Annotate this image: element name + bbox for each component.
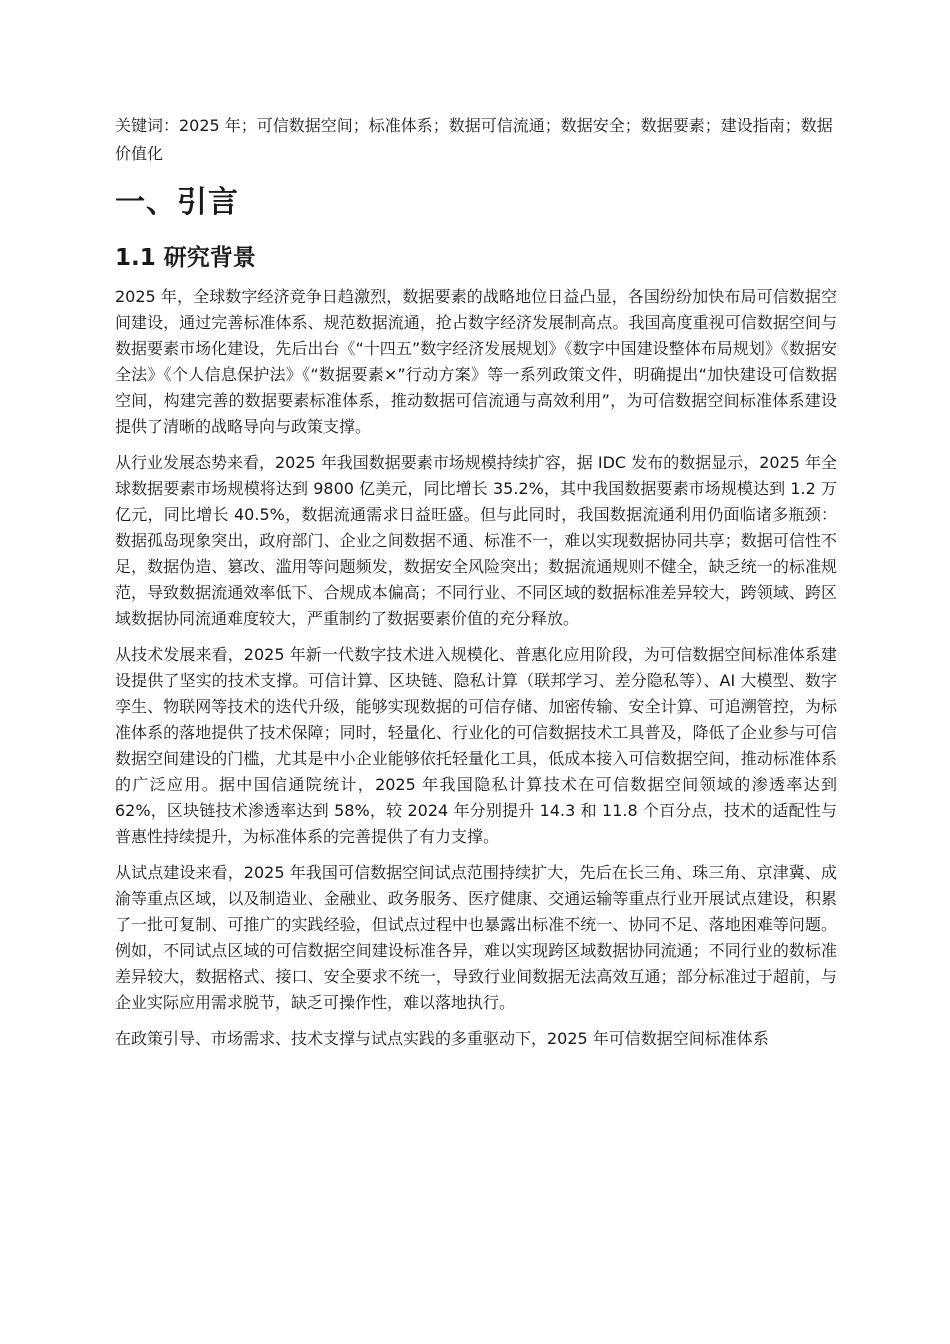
paragraph-policy-background: 2025 年，全球数字经济竞争日趋激烈，数据要素的战略地位日益凸显，各国纷纷加快布局可信数据空间建设，通过完善标准体系、规范数据流通，抢占数字经济发展制高点。我国高度重视可信数据空间与数据要素市场化建设，先后出台《“十四五”数字经济发展规划》《数字中国建设整体布局规划》《数据安全法》《个人信息保护法》《“数据要素×”行动方案》等一系列政策文件，明确提出“加快建设可信数据空间，构建完善的数据要素标准体系，推动数据可信流通与高效利用”，为可信数据空间标准体系建设提供了清晰的战略导向与政策支撑。 (115, 287, 837, 436)
paragraph-pilot-construction: 从试点建设来看，2025 年我国可信数据空间试点范围持续扩大，先后在长三角、珠三角、京津冀、成渝等重点区域，以及制造业、金融业、政务服务、医疗健康、交通运输等重点行业开展试点建设，积累了一批可复制、可推广的实践经验，但试点过程中也暴露出标准不统一、协同不足、落地困难等问题。例如，不同试点区域的可信数据空间建设标准各异，难以实现跨区域数据协同流通；不同行业的数标准差异较大，数据格式、接口、安全要求不统一，导致行业间数据无法高效互通；部分标准过于超前，与企业实际应用需求脱节，缺乏可操作性，难以落地执行。 (115, 863, 837, 1012)
document-page (115, 112, 837, 1062)
paragraph-technology: 从技术发展来看，2025 年新一代数字技术进入规模化、普惠化应用阶段，为可信数据空间标准体系建设提供了坚实的技术支撑。可信计算、区块链、隐私计算（联邦学习、差分隐私等）、AI 大模型、数字孪生、物联网等技术的迭代升级，能够实现数据的可信存储、加密传输、安全计算、可追溯管控，为标准体系的落地提供了技术保障；同时，轻量化、行业化的可信数据技术工具普及，降低了企业参与可信数据空间建设的门槛，尤其是中小企业能够依托轻量化工具，低成本接入可信数据空间，推动标准体系的广泛应用。据中国信通院统计，2025 年我国隐私计算技术在可信数据空间领域的渗透率达到 62%，区块链技术渗透率达到 58%，较 2024 年分别提升 14.3 和 11.8 个百分点，技术的适配性与普惠性持续提升，为标准体系的完善提供了有力支撑。 (115, 645, 837, 846)
paragraph-industry-trend: 从行业发展态势来看，2025 年我国数据要素市场规模持续扩容，据 IDC 发布的数据显示，2025 年全球数据要素市场规模将达到 9800 亿美元，同比增长 35.2%，其中我国数据要素市场规模达到 1.2 万亿元，同比增长 40.5%，数据流通需求日益旺盛。但与此同时，我国数据流通利用仍面临诸多瓶颈：数据孤岛现象突出，政府部门、企业之间数据不通、标准不一，难以实现数据协同共享；数据可信性不足，数据伪造、篡改、滥用等问题频发，数据安全风险突出；数据流通规则不健全，缺乏统一的标准规范，导致数据流通效率低下、合规成本偏高；不同行业、不同区域的数据标准差异较大，跨领域、跨区域数据协同流通难度较大，严重制约了数据要素价值的充分释放。 (115, 453, 837, 628)
subsection-title: 1.1 研究背景 (115, 245, 256, 271)
paragraph-summary-start: 在政策引导、市场需求、技术支撑与试点实践的多重驱动下，2025 年可信数据空间标准体系 (115, 1029, 769, 1048)
keywords-line: 关键词：2025 年；可信数据空间；标准体系；数据可信流通；数据安全；数据要素；建设指南；数据价值化 (115, 116, 833, 163)
section-title: 一、引言 (115, 185, 239, 220)
